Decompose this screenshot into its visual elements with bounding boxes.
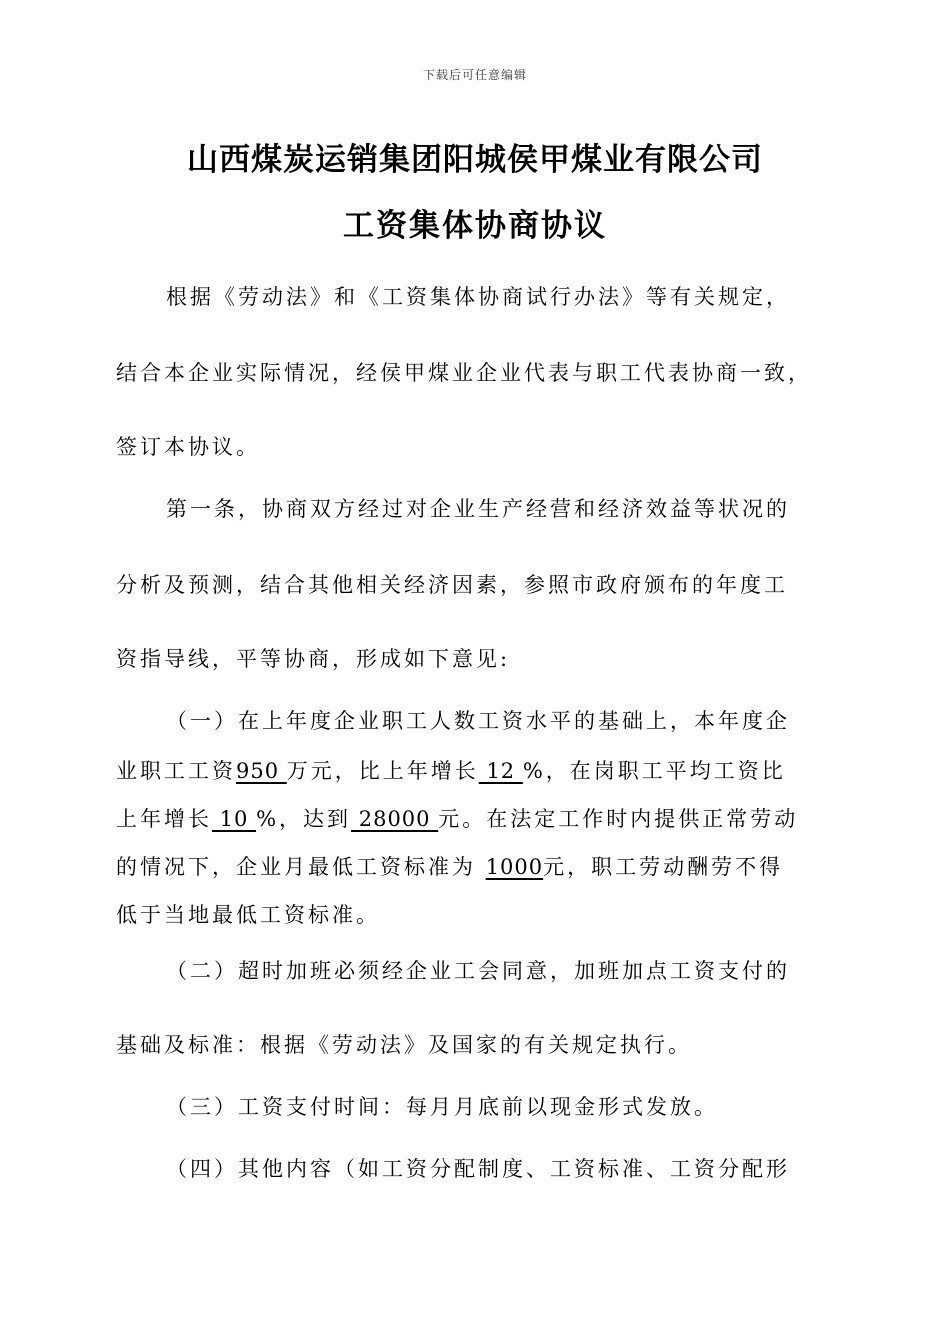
item1-line-2 [116, 756, 786, 786]
min-wage-value: 1000 [485, 855, 544, 879]
preamble-line-1: 根据《劳动法》和《工资集体协商试行办法》等有关规定， [166, 285, 790, 309]
item1-line-1: （一）在上年度企业职工人数工资水平的基础上，本年度企 [166, 709, 790, 733]
preamble-line-2: 结合本企业实际情况，经侯甲煤业企业代表与职工代表协商一致， [116, 361, 812, 385]
article1-line-2: 分析及预测，结合其他相关经济因素，参照市政府颁布的年度工 [116, 573, 788, 597]
avg-wage-value: 28000 [351, 807, 439, 831]
item1-line-5: 低于当地最低工资标准。 [116, 903, 380, 927]
document-title-line-2: 工资集体协商协议 [343, 208, 607, 244]
wage-total-value: 950 [236, 759, 287, 783]
item4-line-1: （四）其他内容（如工资分配制度、工资标准、工资分配形 [166, 1157, 790, 1181]
item1-line-3 [116, 804, 798, 834]
item1-line-2-text-c: %，在岗职工平均工资比 [522, 759, 786, 783]
item2-line-2: 基础及标准：根据《劳动法》及国家的有关规定执行。 [116, 1033, 692, 1057]
increase-total-value: 12 [478, 759, 523, 783]
item1-line-3-text-c: 元。在法定工作时内提供正常劳动 [438, 807, 799, 831]
article1-line-3: 资指导线，平等协商，形成如下意见: [116, 647, 511, 671]
item1-line-2-text-b: 万元，比上年增长 [286, 759, 479, 783]
header-note: 下载后可任意编辑 [422, 68, 527, 82]
item1-line-2-text-a: 业职工工资 [116, 759, 236, 783]
item1-line-4-text-a: 的情况下，企业月最低工资标准为 [116, 855, 486, 879]
item1-line-3-text-b: %，达到 [256, 807, 352, 831]
item1-line-3-text-a: 上年增长 [116, 807, 212, 831]
item1-line-4 [116, 852, 783, 882]
document-title-line-1: 山西煤炭运销集团阳城侯甲煤业有限公司 [187, 142, 763, 178]
item1-line-4-text-b: 元，职工劳动酬劳不得 [543, 855, 784, 879]
increase-avg-value: 10 [212, 807, 257, 831]
preamble-line-3: 签订本协议。 [116, 435, 260, 459]
item2-line-1: （二）超时加班必须经企业工会同意，加班加点工资支付的 [166, 959, 790, 983]
item3-line-1: （三）工资支付时间：每月月底前以现金形式发放。 [166, 1095, 718, 1119]
article1-line-1: 第一条，协商双方经过对企业生产经营和经济效益等状况的 [166, 497, 790, 521]
